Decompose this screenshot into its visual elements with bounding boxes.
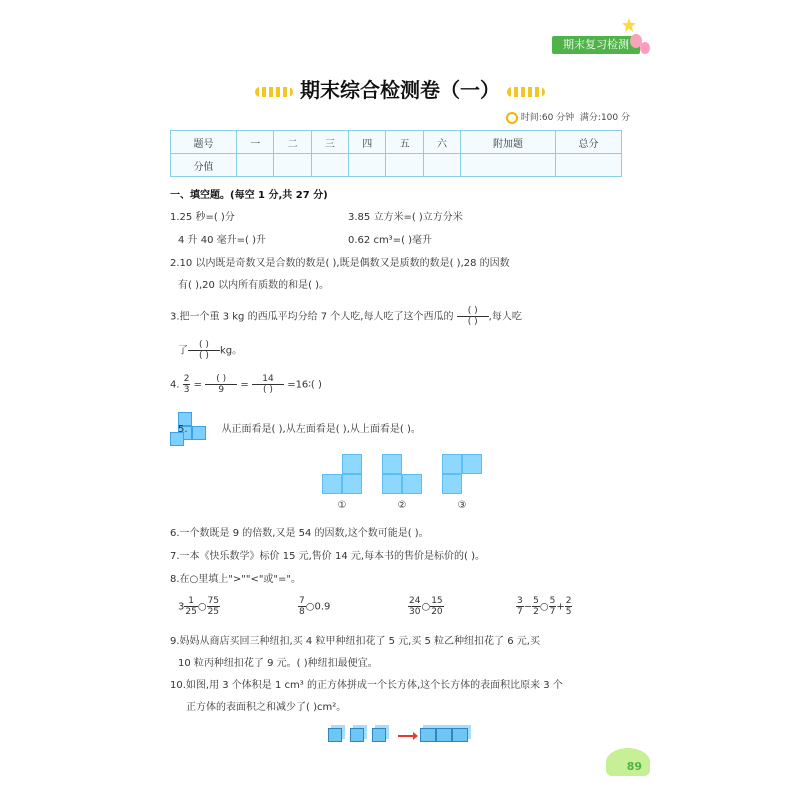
q3-prefix: 了 [178, 345, 188, 357]
q2-line1: 2.10 以内既是奇数又是合数的数是( ),既是偶数又是质数的数是( ),28 的因数 [170, 258, 510, 269]
equals-sign: = [240, 379, 249, 391]
score-cell[interactable] [349, 154, 386, 177]
q8-item-2 [298, 596, 330, 617]
cuboid-part [436, 728, 452, 742]
score-table [170, 130, 622, 177]
cuboid-part [452, 728, 468, 742]
q8-item-4 [516, 596, 572, 617]
compare-circle[interactable]: ○ [197, 601, 207, 613]
table-header-cell: 题号 [171, 131, 237, 154]
q3-text-end: ,每人吃 [488, 311, 522, 323]
view-square [462, 454, 482, 474]
fraction-numerator: 3 [517, 596, 523, 606]
plus-sign: + [556, 601, 565, 613]
score-cell[interactable] [423, 154, 460, 177]
fraction-numerator: 1 [184, 596, 197, 607]
fraction [252, 374, 284, 395]
wheat-right-icon [507, 87, 545, 97]
fraction [457, 306, 489, 327]
time-label: 时间:60 分钟 [520, 113, 575, 123]
q1-d: 0.62 cm³=( )毫升 [348, 235, 433, 246]
unit-cube [372, 728, 386, 742]
minus-sign: − [523, 601, 533, 613]
fraction-denominator: 5 [565, 607, 572, 617]
view-square [342, 454, 362, 474]
fraction [516, 596, 524, 617]
arrow-right-icon [398, 735, 414, 737]
fraction-numerator: ( ) [205, 374, 237, 385]
table-header-cell: 附加题 [461, 131, 556, 154]
cuboid-part [420, 728, 436, 742]
compare-circle[interactable]: ○ [539, 601, 549, 613]
view-option-3 [442, 454, 484, 496]
fraction-numerator: 2 [183, 374, 190, 384]
view-option-1 [322, 454, 364, 496]
table-header-cell: 总分 [555, 131, 621, 154]
fraction-numerator: 15 [431, 596, 443, 606]
view-label: ② [397, 500, 407, 511]
view-square [322, 474, 342, 494]
q3-suffix: kg。 [220, 345, 243, 357]
fraction-numerator: ( ) [457, 306, 489, 317]
table-header-cell: 一 [237, 131, 274, 154]
table-header-cell: 四 [349, 131, 386, 154]
whole-number: 3 [178, 601, 185, 613]
score-cell[interactable] [555, 154, 621, 177]
compare-circle[interactable]: ○ [421, 601, 431, 613]
view-label: ③ [457, 500, 467, 511]
q8-instruction: 8.在○里填上">""<"或"="。 [170, 574, 302, 585]
view-square [382, 454, 402, 474]
score-cell[interactable] [461, 154, 556, 177]
q5-line [178, 420, 421, 435]
fraction-numerator: ( ) [188, 340, 220, 351]
fraction [188, 340, 220, 361]
view-option-2 [382, 454, 424, 496]
q3-text: 3.把一个重 3 kg 的西瓜平均分给 7 个人吃,每人吃了这个西瓜的 [170, 311, 454, 323]
q4-tail: =16∶( ) [287, 379, 322, 391]
unit-cube [350, 728, 364, 742]
fraction-denominator: 20 [431, 607, 443, 617]
fraction-denominator: 7 [549, 607, 556, 617]
fraction-numerator: 5 [549, 596, 556, 606]
page-number: 89 [626, 760, 642, 773]
q6: 6.一个数既是 9 的倍数,又是 54 的因数,这个数可能是( )。 [170, 528, 429, 539]
fraction-denominator: 8 [299, 607, 305, 617]
fraction-numerator: 5 [533, 596, 539, 606]
q1-b: 3.85 立方米=( )立方分米 [348, 212, 463, 223]
clock-icon [506, 112, 518, 124]
fraction-denominator: 9 [218, 385, 225, 395]
q5-text: 从正面看是( ),从左面看是( ),从上面看是( )。 [221, 424, 421, 435]
q3-line1 [170, 306, 522, 327]
q4-prefix: 4. [170, 379, 180, 391]
fraction-denominator: 3 [183, 385, 190, 395]
fraction-numerator: 24 [409, 596, 421, 606]
score-table-value-row [171, 154, 622, 177]
star-decoration-icon [622, 18, 636, 32]
fraction [565, 596, 573, 617]
fraction [205, 374, 237, 395]
q1-c: 4 升 40 毫升=( )升 [178, 235, 266, 246]
q5-prefix: 5. [178, 424, 188, 435]
score-cell[interactable] [386, 154, 423, 177]
fraction-numerator: 7 [299, 596, 305, 606]
fraction-denominator: 30 [409, 607, 421, 617]
q10-line1: 10.如图,用 3 个体积是 1 cm³ 的正方体拼成一个长方体,这个长方体的表面积比原来 3 个 [170, 680, 563, 691]
fraction-numerator: 14 [252, 374, 284, 385]
view-square [442, 454, 462, 474]
fraction-denominator: 25 [185, 607, 197, 617]
fraction [430, 596, 443, 617]
view-square [402, 474, 422, 494]
title-text: 期末综合检测卷（一） [300, 78, 500, 102]
q9-line2: 10 粒丙种纽扣花了 9 元。( )种纽扣最便宜。 [178, 658, 378, 669]
table-header-cell: 五 [386, 131, 423, 154]
q4 [170, 374, 322, 395]
fraction [408, 596, 421, 617]
fraction [183, 374, 191, 395]
fraction-denominator: 7 [517, 607, 523, 617]
equals-sign: = [193, 379, 203, 391]
q1-a: 1.25 秒=( )分 [170, 212, 235, 223]
fraction-denominator: ( ) [467, 317, 478, 327]
view-label: ① [337, 500, 347, 511]
unit-cube [328, 728, 342, 742]
q3-line2 [178, 340, 242, 361]
compare-circle[interactable]: ○0.9 [305, 601, 331, 613]
q8-item-1 [178, 596, 220, 617]
table-header-cell: 六 [423, 131, 460, 154]
q10-line2: 正方体的表面积之和减少了( )cm²。 [186, 702, 347, 713]
fraction-denominator: 25 [207, 607, 220, 617]
fraction-numerator: 2 [565, 596, 572, 606]
table-header-cell: 二 [274, 131, 311, 154]
balloon-decoration-icon [640, 42, 650, 54]
fraction [532, 596, 540, 617]
fraction [207, 596, 220, 617]
fraction-denominator: ( ) [199, 351, 209, 361]
page-title [0, 74, 800, 103]
fraction-denominator: 2 [533, 607, 539, 617]
q7: 7.一本《快乐数学》标价 15 元,售价 14 元,每本书的售价是标价的( )。 [170, 551, 486, 562]
fraction-numerator: 75 [207, 596, 220, 606]
q9-line1: 9.妈妈从商店买回三种纽扣,买 4 粒甲种纽扣花了 5 元,买 5 粒乙种纽扣花了 6 元,买 [170, 636, 540, 647]
table-header-cell: 三 [311, 131, 348, 154]
score-cell[interactable] [237, 154, 274, 177]
view-square [382, 474, 402, 494]
view-square [442, 474, 462, 494]
section-tag: 期末复习检测 [552, 36, 640, 54]
wheat-left-icon [255, 87, 293, 97]
score-cell[interactable] [311, 154, 348, 177]
fraction [184, 596, 197, 617]
section-heading: 一、填空题。(每空 1 分,共 27 分) [170, 190, 328, 201]
fraction-denominator: ( ) [263, 385, 273, 395]
exam-info [506, 110, 630, 124]
fraction [298, 596, 306, 617]
view-square [342, 474, 362, 494]
q2-line2: 有( ),20 以内所有质数的和是( )。 [178, 280, 330, 291]
q8-item-3 [408, 596, 444, 617]
score-cell[interactable] [274, 154, 311, 177]
score-table-header-row [171, 131, 622, 154]
table-row-label: 分值 [171, 154, 237, 177]
score-label: 满分:100 分 [579, 113, 630, 123]
